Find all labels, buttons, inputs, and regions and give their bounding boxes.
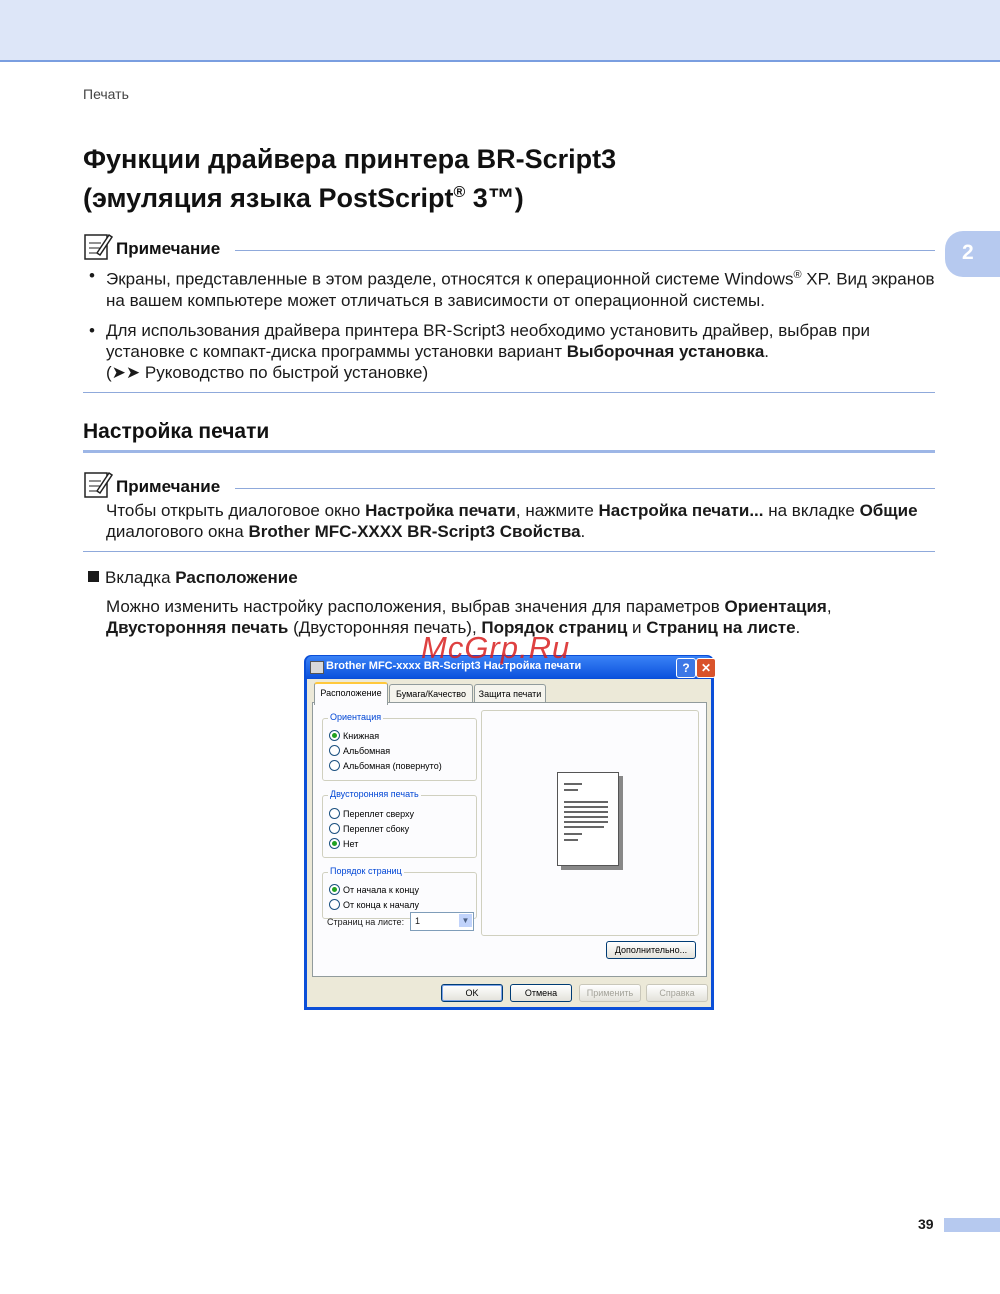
note-rule <box>235 488 935 489</box>
radio-duplex-none[interactable]: Нет <box>329 838 358 849</box>
pages-per-sheet-select[interactable]: 1 ▼ <box>410 912 474 931</box>
top-band <box>0 0 1000 62</box>
page-title <box>83 143 616 215</box>
printer-icon <box>310 661 324 674</box>
note-rule <box>235 250 935 251</box>
page-order-label: Порядок страниц <box>330 866 402 876</box>
radio-icon <box>329 808 340 819</box>
orientation-label: Ориентация <box>330 712 382 722</box>
dialog-title: Brother MFC-xxxx BR-Script3 Настройка печати <box>326 660 582 672</box>
note-pencil-icon <box>83 231 113 261</box>
note-bottom-rule <box>83 551 935 552</box>
orientation-group <box>322 712 477 781</box>
radio-icon <box>329 760 340 771</box>
note-box-1 <box>83 231 935 393</box>
chevron-down-icon[interactable]: ▼ <box>459 914 472 927</box>
close-icon[interactable]: ✕ <box>696 658 716 678</box>
layout-panel <box>312 702 707 977</box>
section-title: Настройка печати <box>83 420 270 443</box>
title-line-2: (эмуляция языка PostScript® 3™) <box>83 183 524 213</box>
duplex-group <box>322 789 477 858</box>
radio-landscape-rotated[interactable]: Альбомная (повернуто) <box>329 760 442 771</box>
radio-icon <box>329 745 340 756</box>
print-settings-dialog <box>304 655 714 1010</box>
watermark: McGrp.Ru <box>421 630 571 665</box>
running-header: Печать <box>83 86 129 102</box>
square-bullet-icon <box>88 571 99 582</box>
radio-flip-side[interactable]: Переплет сбоку <box>329 823 409 834</box>
radio-icon <box>329 899 340 910</box>
radio-icon <box>329 823 340 834</box>
note-bullet-2: • Для использования драйвера принтера BR-Script3 необходимо установить драйвер, выбрав при установке с компакт-диска программы установки вариант Выборочная установка. (➤➤ Руководство по быстрой установке) <box>83 320 935 383</box>
dialog-body <box>307 679 711 1007</box>
duplex-label: Двусторонняя печать <box>330 789 419 799</box>
note-bullet-1: • Экраны, представленные в этом разделе, относятся к операционной системе Windows® XP. Вид экранов на вашем компьютере может отличаться в зависимости от операционной системы. <box>83 265 935 311</box>
title-line-1: Функции драйвера принтера BR-Script3 <box>83 144 617 174</box>
note-title: Примечание <box>116 239 221 258</box>
radio-back-to-front[interactable]: От конца к началу <box>329 899 419 910</box>
chapter-number: 2 <box>962 241 974 264</box>
layout-tab-heading: Вкладка Расположение <box>88 568 298 588</box>
radio-selected-icon <box>329 884 340 895</box>
page-number: 39 <box>918 1216 934 1232</box>
note-title: Примечание <box>116 477 221 496</box>
tab-print-security[interactable]: Защита печати <box>474 684 546 703</box>
radio-front-to-back[interactable]: От начала к концу <box>329 884 419 895</box>
note-box-2 <box>83 469 935 552</box>
section-rule <box>83 450 935 453</box>
note-bottom-rule <box>83 392 935 393</box>
tab-layout[interactable]: Расположение <box>314 682 388 705</box>
layout-description: Можно изменить настройку расположения, выбрав значения для параметров Ориентация, Двусторонняя печать (Двусторонняя печать), Порядок страниц и Страниц на листе. <box>106 597 832 637</box>
page-number-bar <box>944 1218 1000 1232</box>
help-button[interactable]: Справка <box>646 984 708 1002</box>
ok-button[interactable]: OK <box>441 984 503 1002</box>
tab-paper-quality[interactable]: Бумага/Качество <box>389 684 473 703</box>
radio-landscape[interactable]: Альбомная <box>329 745 390 756</box>
note-pencil-icon <box>83 469 113 499</box>
page-preview-icon <box>557 772 619 866</box>
radio-selected-icon <box>329 730 340 741</box>
apply-button[interactable]: Применить <box>579 984 641 1002</box>
advanced-button[interactable]: Дополнительно... <box>606 941 696 959</box>
radio-selected-icon <box>329 838 340 849</box>
radio-portrait[interactable]: Книжная <box>329 730 379 741</box>
note-text: Чтобы открыть диалоговое окно Настройка печати, нажмите Настройка печати... на вкладке Общие диалогового окна Brother MFC-XXXX BR-Script3 Свойства. <box>106 501 918 541</box>
cancel-button[interactable]: Отмена <box>510 984 572 1002</box>
layout-preview <box>481 710 699 936</box>
radio-flip-top[interactable]: Переплет сверху <box>329 808 414 819</box>
quick-guide-reference: (➤➤ Руководство по быстрой установке) <box>106 362 429 382</box>
help-title-button[interactable]: ? <box>676 658 696 678</box>
pages-per-sheet-label: Страниц на листе: <box>327 917 405 927</box>
